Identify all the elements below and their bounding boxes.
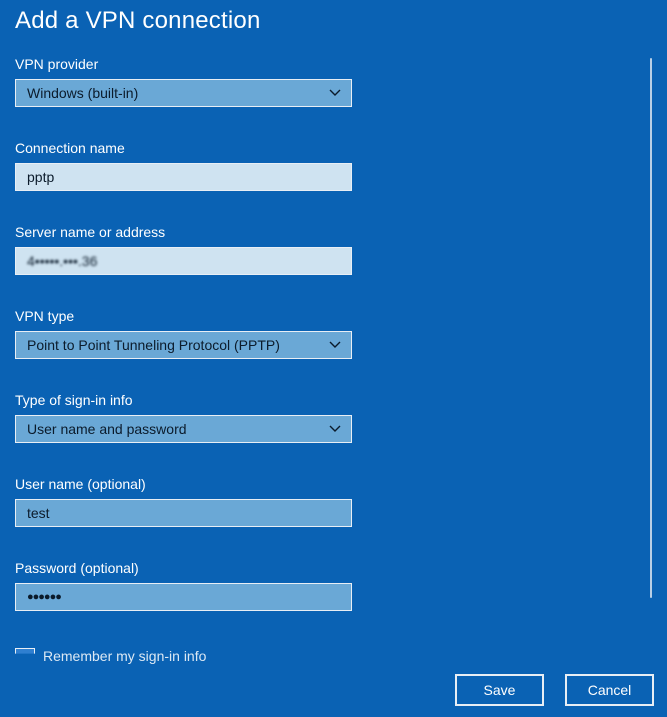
username-input[interactable]	[15, 499, 352, 527]
sign-in-type-value: User name and password	[27, 421, 187, 437]
cancel-button[interactable]: Cancel	[565, 674, 654, 706]
vpn-provider-dropdown[interactable]	[15, 79, 352, 107]
password-input[interactable]	[15, 583, 352, 611]
remember-label: Remember my sign-in info	[43, 648, 207, 664]
server-label: Server name or address	[15, 224, 166, 240]
sign-in-type-dropdown[interactable]	[15, 415, 352, 443]
vpn-provider-label: VPN provider	[15, 56, 99, 72]
password-label: Password (optional)	[15, 560, 139, 576]
vpn-provider-value: Windows (built-in)	[27, 85, 139, 101]
chevron-down-icon	[329, 424, 341, 434]
remember-checkbox[interactable]	[15, 648, 35, 668]
dialog-title: Add a VPN connection	[15, 7, 261, 34]
save-button[interactable]: Save	[455, 674, 544, 706]
vpn-type-label: VPN type	[15, 308, 75, 324]
username-value: test	[27, 505, 50, 521]
password-value: ●●●●●●	[27, 591, 61, 603]
server-value: 4•••••.•••.36	[27, 253, 98, 269]
connection-name-label: Connection name	[15, 140, 125, 156]
username-label: User name (optional)	[15, 476, 146, 492]
chevron-down-icon	[329, 88, 341, 98]
server-input[interactable]	[15, 247, 352, 275]
connection-name-input[interactable]	[15, 163, 352, 191]
vpn-type-value: Point to Point Tunneling Protocol (PPTP)	[27, 337, 280, 353]
sign-in-type-label: Type of sign-in info	[15, 392, 133, 408]
chevron-down-icon	[329, 340, 341, 350]
connection-name-value: pptp	[27, 169, 55, 185]
vpn-type-dropdown[interactable]	[15, 331, 352, 359]
scrollbar[interactable]	[650, 58, 652, 598]
